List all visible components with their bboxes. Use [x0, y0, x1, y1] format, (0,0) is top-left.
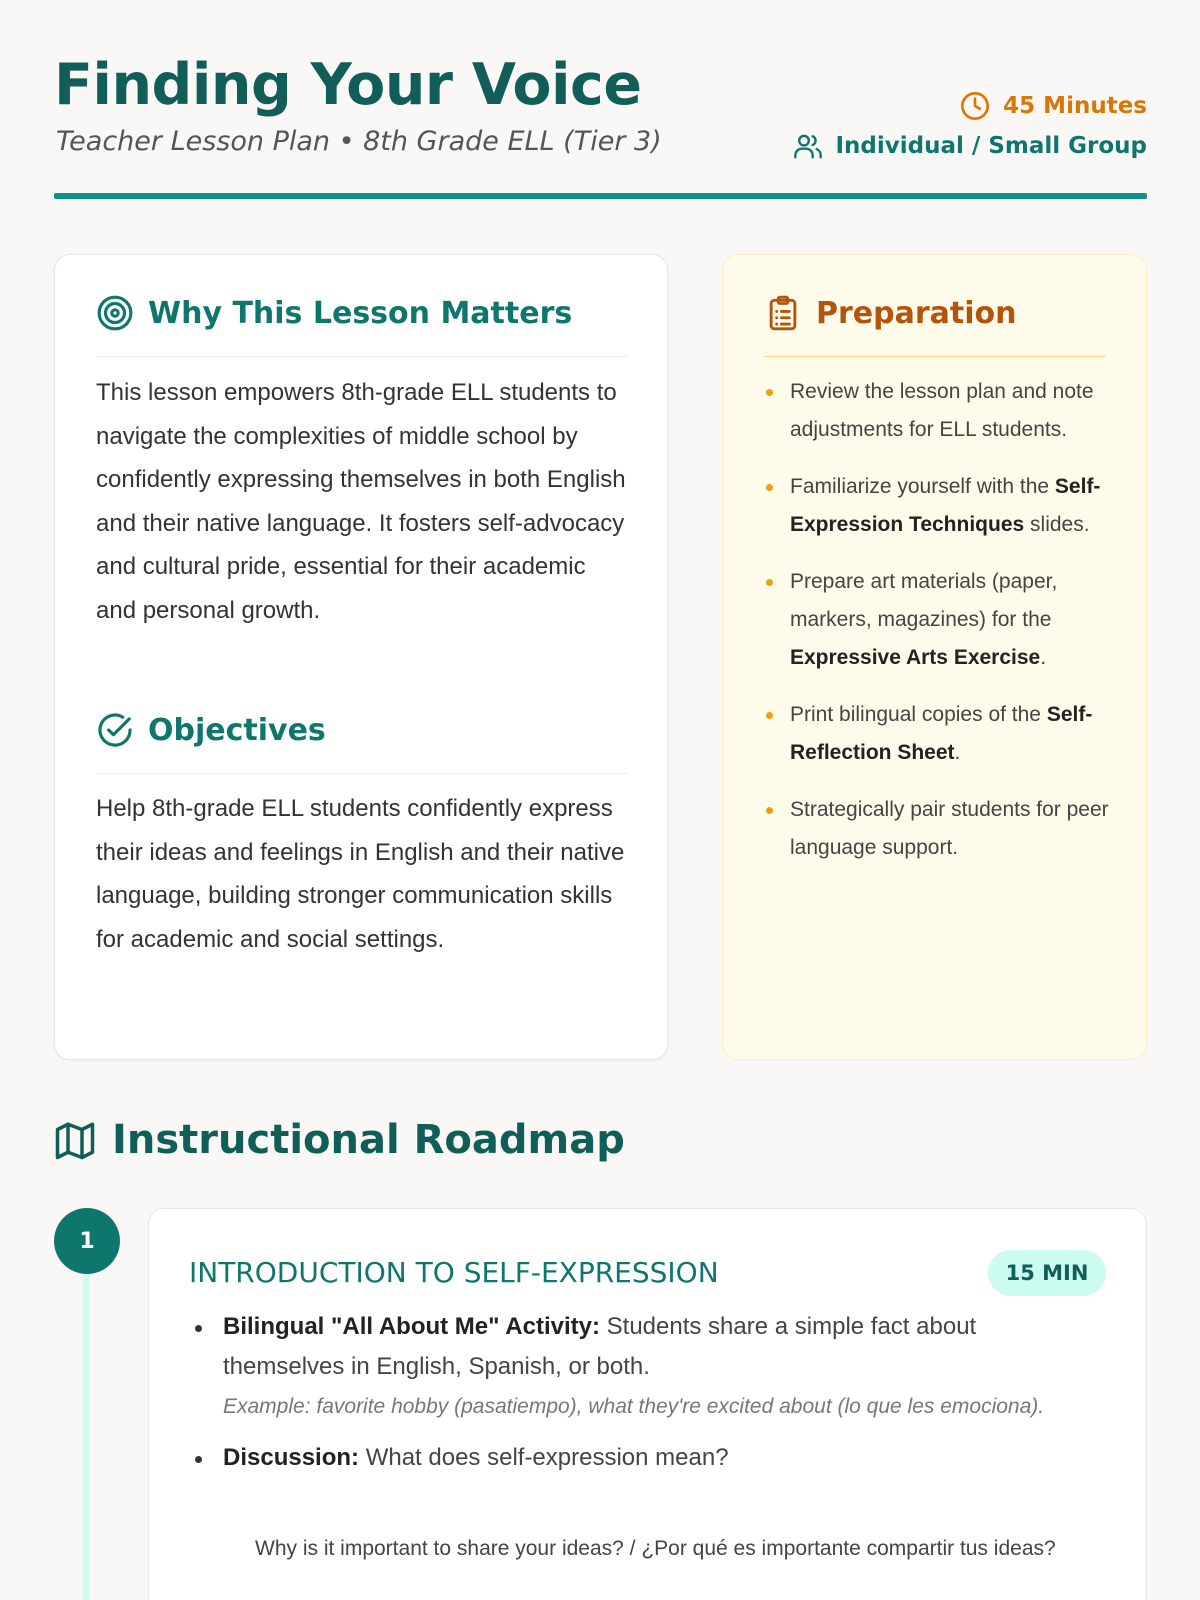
- step-card: [148, 1208, 1147, 1600]
- activity-example: Example: favorite hobby (pasatiempo), what they're excited about (lo que les emociona).: [223, 1395, 1045, 1418]
- roadmap-heading: Instructional Roadmap: [112, 1117, 625, 1163]
- list-item: Print bilingual copies of the Self-Reflection Sheet.: [764, 696, 1109, 772]
- list-item: Prepare art materials (paper, markers, magazines) for the Expressive Arts Exercise.: [764, 563, 1109, 677]
- map-icon: [54, 1119, 96, 1161]
- list-item: Review the lesson plan and note adjustments for ELL students.: [764, 373, 1109, 449]
- lesson-plan-page: [54, 0, 1147, 1600]
- grouping-label: Individual / Small Group: [835, 133, 1147, 159]
- discussion-text: What does self-expression mean?: [359, 1444, 729, 1471]
- activity-label: Bilingual "All About Me" Activity:: [223, 1313, 600, 1340]
- page-subtitle: Teacher Lesson Plan • 8th Grade ELL (Tier 3): [56, 126, 662, 157]
- list-item: Strategically pair students for peer language support.: [764, 791, 1109, 867]
- list-item: [189, 1438, 1089, 1478]
- check-circle-icon: [96, 711, 134, 749]
- duration-label: 45 Minutes: [1003, 93, 1147, 119]
- preparation-heading-row: [764, 294, 1016, 332]
- why-divider: [96, 356, 627, 357]
- roadmap-heading-row: [54, 1117, 625, 1163]
- header-divider: [54, 193, 1147, 199]
- why-heading-row: [96, 294, 572, 332]
- preparation-card: [722, 254, 1147, 1060]
- list-item: [189, 1307, 1089, 1426]
- timeline-line: [83, 1250, 89, 1600]
- activity-text: Students share a simple fact about themselves in English, Spanish, or both.: [223, 1313, 977, 1380]
- rationale-card: [54, 254, 668, 1060]
- lesson-header: [54, 52, 1147, 200]
- discussion-label: Discussion:: [223, 1444, 360, 1471]
- preparation-list: [764, 373, 1109, 886]
- objectives-divider: [96, 773, 627, 774]
- objectives-heading: Objectives: [148, 712, 326, 748]
- why-heading: Why This Lesson Matters: [148, 295, 573, 331]
- clock-icon: [959, 90, 991, 122]
- list-item: Familiarize yourself with the Self-Expression Techniques slides.: [764, 468, 1109, 544]
- objectives-text: Help 8th-grade ELL students confidently express their ideas and feelings in English and their native language, building stronger communication skills for academic and social settings.: [96, 795, 625, 953]
- step-number-badge: 1: [54, 1208, 120, 1274]
- step-activity-list: [189, 1307, 1089, 1478]
- discussion-question: Why is it important to share your ideas? / ¿Por qué es importante compartir tus ideas?: [255, 1537, 1056, 1560]
- users-icon: [792, 130, 824, 162]
- clipboard-icon: [764, 294, 802, 332]
- grouping-meta: [792, 130, 1148, 162]
- objectives-heading-row: [96, 711, 326, 749]
- target-icon: [96, 294, 134, 332]
- duration-meta: [959, 90, 1147, 122]
- step-title: INTRODUCTION TO SELF-EXPRESSION: [189, 1256, 719, 1289]
- preparation-divider: [764, 356, 1106, 357]
- why-text: This lesson empowers 8th-grade ELL students to navigate the complexities of middle school by confidently expressing themselves in both English and their native language. It fosters self-advocacy and cultural pride, essential for their academic and personal growth.: [96, 379, 626, 624]
- step-duration-badge: 15 MIN: [988, 1250, 1106, 1296]
- page-title: Finding Your Voice: [54, 52, 642, 118]
- preparation-heading: Preparation: [816, 295, 1017, 331]
